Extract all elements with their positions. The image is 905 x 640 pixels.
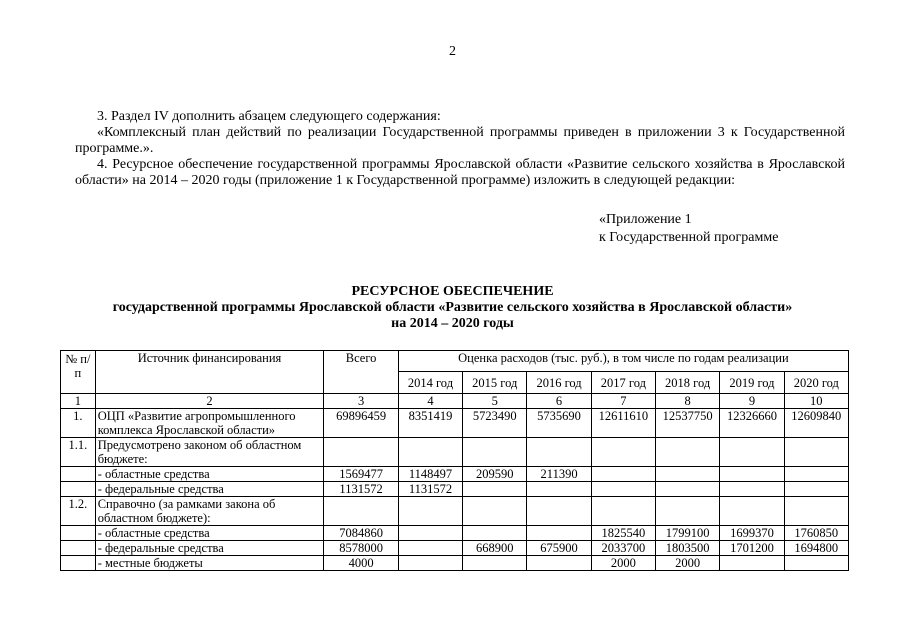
table-row	[61, 482, 849, 497]
row-value: 209590	[463, 467, 527, 482]
header-source: Источник финансирования	[95, 351, 324, 394]
row-value	[527, 556, 591, 571]
column-number: 3	[324, 394, 399, 409]
row-value	[784, 438, 848, 467]
page-number: 2	[449, 44, 456, 59]
row-value	[463, 556, 527, 571]
appendix-subtitle: к Государственной программе	[599, 230, 779, 245]
row-value	[656, 497, 720, 526]
row-value	[324, 438, 399, 467]
row-value	[720, 497, 784, 526]
row-value	[784, 482, 848, 497]
row-number: 1.	[61, 409, 96, 438]
row-value	[784, 497, 848, 526]
table-row	[61, 438, 849, 467]
row-source: Справочно (за рамками закона об областном бюджете):	[95, 497, 324, 526]
row-value: 1799100	[656, 526, 720, 541]
row-value	[784, 556, 848, 571]
row-source: Предусмотрено законом об областном бюджете:	[95, 438, 324, 467]
row-value	[398, 438, 462, 467]
row-value	[720, 438, 784, 467]
column-number: 1	[61, 394, 96, 409]
row-number	[61, 482, 96, 497]
row-source: ОЦП «Развитие агропромышленного комплекса Ярославской области»	[95, 409, 324, 438]
row-value	[463, 438, 527, 467]
table-row	[61, 556, 849, 571]
row-value	[591, 438, 655, 467]
row-value: 1569477	[324, 467, 399, 482]
row-source: - федеральные средства	[95, 482, 324, 497]
column-number: 6	[527, 394, 591, 409]
column-number: 9	[720, 394, 784, 409]
column-number: 4	[398, 394, 462, 409]
row-number	[61, 556, 96, 571]
paragraph-section-iv: 3. Раздел IV дополнить абзацем следующего содержания:	[97, 109, 441, 124]
header-year: 2015 год	[463, 372, 527, 394]
row-value	[656, 438, 720, 467]
row-value: 1148497	[398, 467, 462, 482]
row-value: 4000	[324, 556, 399, 571]
table-period: на 2014 – 2020 годы	[391, 316, 514, 331]
row-value	[463, 497, 527, 526]
row-value	[398, 497, 462, 526]
row-value	[656, 467, 720, 482]
column-number: 7	[591, 394, 655, 409]
table-row	[61, 409, 849, 438]
row-value: 12326660	[720, 409, 784, 438]
paragraph-resource-provision: 4. Ресурсное обеспечение государственной программы Ярославской области «Развитие сельского хозяйства в Ярославской области» на 2014 – 2020 годы (приложение 1 к Государственной программе) изложить в следующей редакции:	[75, 157, 845, 188]
row-source: - областные средства	[95, 526, 324, 541]
row-value	[784, 467, 848, 482]
table-title: РЕСУРСНОЕ ОБЕСПЕЧЕНИЕ	[351, 284, 554, 299]
row-value: 1699370	[720, 526, 784, 541]
header-num: № п/п	[61, 351, 96, 394]
row-value: 1694800	[784, 541, 848, 556]
row-value	[656, 482, 720, 497]
column-number: 10	[784, 394, 848, 409]
row-value: 8578000	[324, 541, 399, 556]
row-value	[527, 497, 591, 526]
row-value: 1803500	[656, 541, 720, 556]
row-value: 5723490	[463, 409, 527, 438]
row-value: 668900	[463, 541, 527, 556]
row-value: 12609840	[784, 409, 848, 438]
header-year: 2017 год	[591, 372, 655, 394]
row-value: 2000	[591, 556, 655, 571]
row-value	[398, 526, 462, 541]
table-subtitle: государственной программы Ярославской области «Развитие сельского хозяйства в Ярославской области»	[112, 300, 793, 315]
row-value	[463, 482, 527, 497]
row-value: 2033700	[591, 541, 655, 556]
row-value: 211390	[527, 467, 591, 482]
row-value: 1131572	[398, 482, 462, 497]
row-value: 1825540	[591, 526, 655, 541]
header-year: 2016 год	[527, 372, 591, 394]
row-number: 1.2.	[61, 497, 96, 526]
header-year: 2020 год	[784, 372, 848, 394]
row-value	[591, 482, 655, 497]
row-number	[61, 541, 96, 556]
row-number	[61, 526, 96, 541]
row-value	[324, 497, 399, 526]
row-value	[591, 467, 655, 482]
table-row	[61, 526, 849, 541]
header-total: Всего	[324, 351, 399, 394]
resource-table	[60, 350, 849, 571]
header-year: 2014 год	[398, 372, 462, 394]
row-value	[398, 556, 462, 571]
row-number	[61, 467, 96, 482]
row-value: 8351419	[398, 409, 462, 438]
row-value: 12537750	[656, 409, 720, 438]
row-source: - местные бюджеты	[95, 556, 324, 571]
row-value: 7084860	[324, 526, 399, 541]
row-number: 1.1.	[61, 438, 96, 467]
row-value: 5735690	[527, 409, 591, 438]
row-value	[527, 482, 591, 497]
row-value	[720, 467, 784, 482]
row-value	[720, 556, 784, 571]
row-value	[527, 526, 591, 541]
row-value: 1131572	[324, 482, 399, 497]
row-value: 1701200	[720, 541, 784, 556]
row-value: 675900	[527, 541, 591, 556]
header-year: 2019 год	[720, 372, 784, 394]
row-value: 2000	[656, 556, 720, 571]
header-year: 2018 год	[656, 372, 720, 394]
column-number: 2	[95, 394, 324, 409]
row-value	[527, 438, 591, 467]
table-row	[61, 467, 849, 482]
row-value	[463, 526, 527, 541]
header-estimate: Оценка расходов (тыс. руб.), в том числе по годам реализации	[398, 351, 848, 372]
column-number: 8	[656, 394, 720, 409]
row-value: 1760850	[784, 526, 848, 541]
paragraph-action-plan: «Комплексный план действий по реализации Государственной программы приведен в приложении 3 к Государственной программе.».	[75, 125, 845, 156]
row-source: - федеральные средства	[95, 541, 324, 556]
row-value	[591, 497, 655, 526]
row-value	[398, 541, 462, 556]
row-value: 69896459	[324, 409, 399, 438]
row-source: - областные средства	[95, 467, 324, 482]
column-number: 5	[463, 394, 527, 409]
appendix-label: «Приложение 1	[599, 212, 692, 227]
table-row	[61, 541, 849, 556]
row-value: 12611610	[591, 409, 655, 438]
table-row	[61, 497, 849, 526]
row-value	[720, 482, 784, 497]
